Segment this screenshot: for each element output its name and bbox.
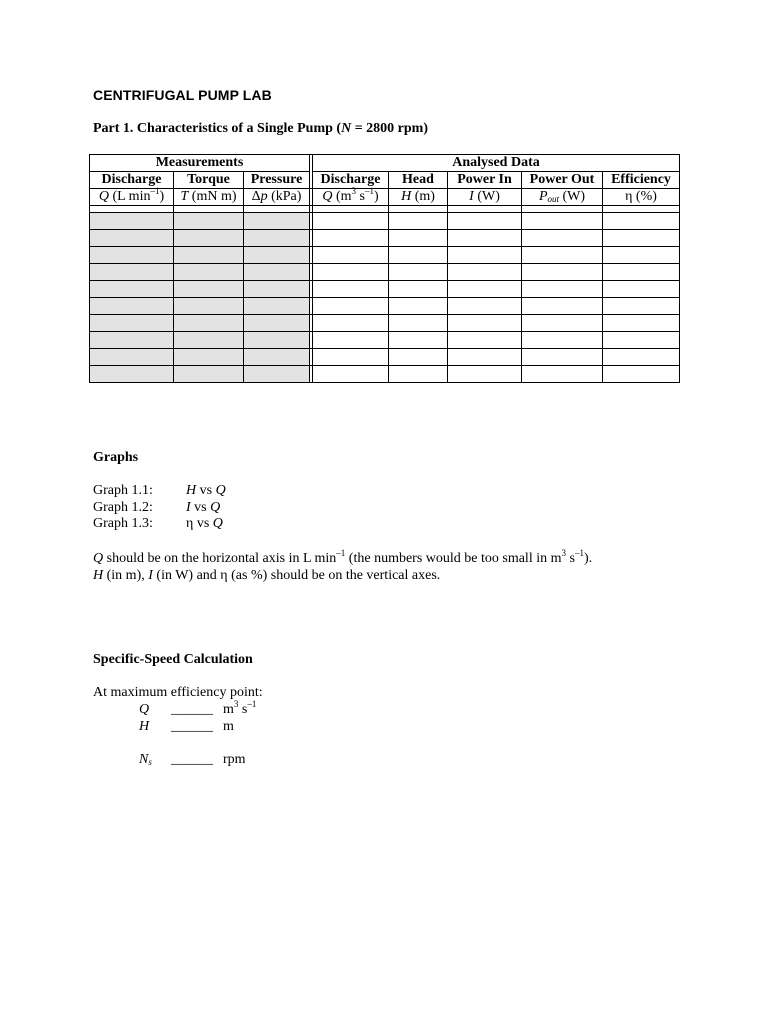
measurement-input-cell[interactable] <box>174 213 244 230</box>
header-discharge-measured: Discharge <box>90 172 174 189</box>
q-unit: $m^3$ $s^{-1}$ <box>223 699 257 717</box>
header-power-in: Power In <box>448 172 522 189</box>
measurement-input-cell[interactable] <box>244 213 310 230</box>
part-1-prefix: Part 1. Characteristics of a Single Pump ( <box>93 121 342 136</box>
measurement-input-cell[interactable] <box>90 332 174 349</box>
specific-speed-intro: At maximum efficiency point: <box>93 685 263 700</box>
graph-note-line-1: Q should be on the horizontal axis in L $\min^{-1} (the$ numbers would be too small in $m^3$ $s^{-1}$). <box>93 548 593 566</box>
header-torque: Torque <box>174 172 244 189</box>
gap-cell <box>244 206 310 213</box>
header-pressure: Pressure <box>244 172 310 189</box>
measurement-input-cell[interactable] <box>244 247 310 264</box>
q-blank: ______ <box>171 702 213 717</box>
table-row <box>90 332 680 349</box>
ns-unit: rpm <box>223 752 246 767</box>
h-symbol: H <box>139 719 150 734</box>
analysed-data-cell[interactable] <box>448 349 522 366</box>
analysed-data-cell[interactable] <box>603 247 680 264</box>
analysed-data-cell[interactable] <box>522 332 603 349</box>
analysed-data-cell[interactable] <box>313 264 389 281</box>
measurement-input-cell[interactable] <box>174 332 244 349</box>
analysed-data-cell[interactable] <box>522 349 603 366</box>
table-row <box>90 298 680 315</box>
measurement-input-cell[interactable] <box>244 349 310 366</box>
analysed-data-cell[interactable] <box>522 315 603 332</box>
analysed-data-cell[interactable] <box>448 264 522 281</box>
analysed-data-cell[interactable] <box>389 315 448 332</box>
measurement-input-cell[interactable] <box>174 366 244 383</box>
measurements-group-header: Measurements <box>90 155 310 172</box>
analysed-data-cell[interactable] <box>313 298 389 315</box>
measurement-input-cell[interactable] <box>174 315 244 332</box>
graph-1-3-label: Graph 1.3: <box>93 516 153 531</box>
analysed-data-group-header: Analysed Data <box>313 155 680 172</box>
table-row <box>90 264 680 281</box>
analysed-data-cell[interactable] <box>389 332 448 349</box>
analysed-data-cell[interactable] <box>448 315 522 332</box>
analysed-data-cell[interactable] <box>313 349 389 366</box>
measurement-input-cell[interactable] <box>244 315 310 332</box>
measurement-input-cell[interactable] <box>244 264 310 281</box>
table-row <box>90 247 680 264</box>
measurement-input-cell[interactable] <box>90 247 174 264</box>
measurement-input-cell[interactable] <box>90 298 174 315</box>
graph-note-line-2: H (in m), I (in W) and η (as %) should be on the vertical axes. <box>93 568 441 583</box>
analysed-data-cell[interactable] <box>313 315 389 332</box>
units-row <box>90 189 680 206</box>
measurement-input-cell[interactable] <box>244 366 310 383</box>
ns-symbol: $N_s$ <box>139 752 152 767</box>
analysed-data-cell[interactable] <box>603 230 680 247</box>
measurement-input-cell[interactable] <box>244 230 310 247</box>
part-1-var: N <box>341 121 352 136</box>
measurement-input-cell[interactable] <box>244 332 310 349</box>
analysed-data-cell[interactable] <box>603 332 680 349</box>
measurement-input-cell[interactable] <box>174 230 244 247</box>
measurement-input-cell[interactable] <box>90 315 174 332</box>
gap-cell <box>90 206 174 213</box>
measurement-input-cell[interactable] <box>174 298 244 315</box>
data-rows <box>90 206 680 383</box>
q-symbol: Q <box>139 702 150 717</box>
analysed-data-cell[interactable] <box>389 298 448 315</box>
analysed-data-cell[interactable] <box>389 213 448 230</box>
measurement-input-cell[interactable] <box>174 264 244 281</box>
gap-cell <box>603 206 680 213</box>
analysed-data-cell[interactable] <box>522 247 603 264</box>
analysed-data-cell[interactable] <box>389 230 448 247</box>
analysed-data-cell[interactable] <box>313 247 389 264</box>
table-row <box>90 213 680 230</box>
analysed-data-cell[interactable] <box>448 298 522 315</box>
analysed-data-cell[interactable] <box>448 230 522 247</box>
analysed-data-cell[interactable] <box>389 264 448 281</box>
measurement-input-cell[interactable] <box>90 230 174 247</box>
unit-efficiency: η (%) <box>603 189 680 206</box>
analysed-data-cell[interactable] <box>313 230 389 247</box>
analysed-data-cell[interactable] <box>603 315 680 332</box>
graph-1-1-desc: H vs Q <box>186 483 226 498</box>
gap-cell <box>389 206 448 213</box>
analysed-data-cell[interactable] <box>603 264 680 281</box>
measurement-input-cell[interactable] <box>174 281 244 298</box>
gap-cell <box>174 206 244 213</box>
graphs-heading: Graphs <box>93 450 139 465</box>
measurement-input-cell[interactable] <box>244 281 310 298</box>
analysed-data-cell[interactable] <box>389 366 448 383</box>
part-1-suffix: = 2800 rpm) <box>351 121 429 136</box>
analysed-data-cell[interactable] <box>522 298 603 315</box>
h-unit: m <box>223 719 234 734</box>
measurement-input-cell[interactable] <box>90 281 174 298</box>
analysed-data-cell[interactable] <box>522 230 603 247</box>
analysed-data-cell[interactable] <box>448 213 522 230</box>
unit-power-out: $P_{out}$ (W) <box>522 189 603 206</box>
analysed-data-cell[interactable] <box>522 366 603 383</box>
analysed-data-cell[interactable] <box>389 349 448 366</box>
measurement-input-cell[interactable] <box>90 213 174 230</box>
analysed-data-cell[interactable] <box>448 366 522 383</box>
header-power-out: Power Out <box>522 172 603 189</box>
analysed-data-cell[interactable] <box>313 213 389 230</box>
analysed-data-cell[interactable] <box>603 366 680 383</box>
table-row <box>90 281 680 298</box>
analysed-data-cell[interactable] <box>522 264 603 281</box>
measurement-input-cell[interactable] <box>90 264 174 281</box>
unit-head: H (m) <box>389 189 448 206</box>
unit-torque: T (mN m) <box>174 189 244 206</box>
analysed-data-cell[interactable] <box>603 349 680 366</box>
graph-1-2-label: Graph 1.2: <box>93 500 153 515</box>
measurement-input-cell[interactable] <box>174 349 244 366</box>
table-row <box>90 315 680 332</box>
analysed-data-cell[interactable] <box>522 213 603 230</box>
analysed-data-cell[interactable] <box>389 281 448 298</box>
analysed-data-cell[interactable] <box>448 281 522 298</box>
graph-axis-note <box>93 550 592 584</box>
part-1-heading <box>93 121 428 137</box>
analysed-data-cell[interactable] <box>313 366 389 383</box>
page-title: CENTRIFUGAL PUMP LAB <box>93 87 272 103</box>
analysed-data-cell[interactable] <box>448 332 522 349</box>
specific-speed-heading: Specific-Speed Calculation <box>93 652 253 667</box>
analysed-data-cell[interactable] <box>603 213 680 230</box>
group-header-row <box>90 155 680 172</box>
unit-discharge-measured: Q (L $\min^{-1}$) <box>90 189 174 206</box>
header-head: Head <box>389 172 448 189</box>
table-row <box>90 230 680 247</box>
header-efficiency: Efficiency <box>603 172 680 189</box>
unit-pressure: Δp (kPa) <box>244 189 310 206</box>
graph-1-2-desc: I vs Q <box>186 500 221 515</box>
column-header-row <box>90 172 680 189</box>
h-blank: ______ <box>171 719 213 734</box>
measurement-input-cell[interactable] <box>90 349 174 366</box>
graph-1-1-label: Graph 1.1: <box>93 483 153 498</box>
unit-discharge-analysed: Q ($m^3$ $s^{-1}$) <box>313 189 389 206</box>
table-row <box>90 366 680 383</box>
header-gap-row <box>90 206 680 213</box>
header-discharge-analysed: Discharge <box>313 172 389 189</box>
analysed-data-cell[interactable] <box>313 332 389 349</box>
analysed-data-cell[interactable] <box>448 247 522 264</box>
table-row <box>90 349 680 366</box>
gap-cell <box>448 206 522 213</box>
gap-cell <box>313 206 389 213</box>
analysed-data-cell[interactable] <box>389 247 448 264</box>
analysed-data-cell[interactable] <box>603 281 680 298</box>
ns-blank: ______ <box>171 752 213 767</box>
measurement-input-cell[interactable] <box>244 298 310 315</box>
gap-cell <box>522 206 603 213</box>
pump-data-table <box>89 154 680 383</box>
measurement-input-cell[interactable] <box>90 366 174 383</box>
measurement-input-cell[interactable] <box>174 247 244 264</box>
analysed-data-cell[interactable] <box>522 281 603 298</box>
analysed-data-cell[interactable] <box>603 298 680 315</box>
unit-power-in: I (W) <box>448 189 522 206</box>
graph-1-3-desc: η vs Q <box>186 516 223 531</box>
analysed-data-cell[interactable] <box>313 281 389 298</box>
